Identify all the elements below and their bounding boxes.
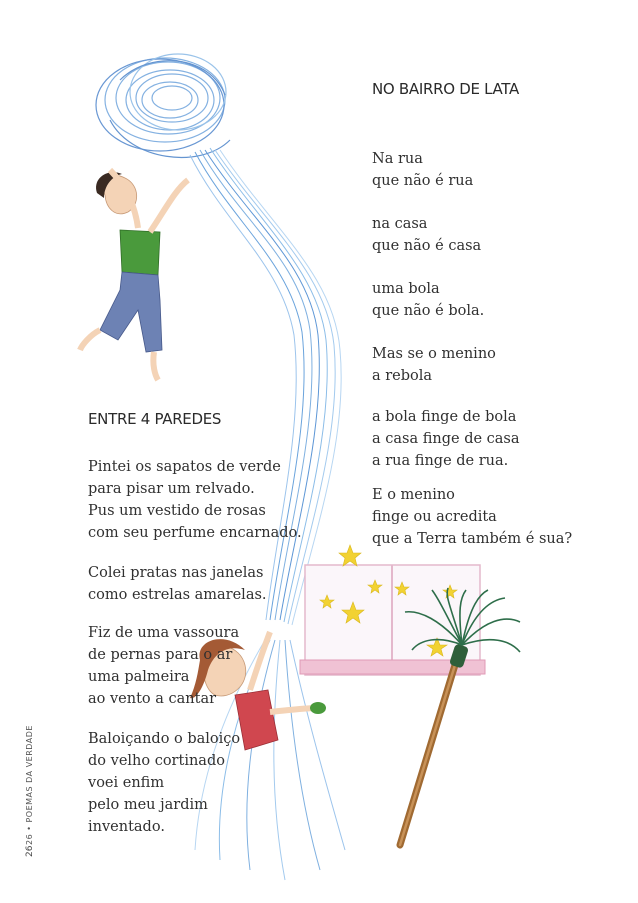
poem-title-left: ENTRE 4 PAREDES xyxy=(88,410,222,428)
stanza-right-4 xyxy=(372,343,496,387)
poem-line: Pintei os sapatos de verde xyxy=(88,459,281,475)
poem-line: do velho cortinado xyxy=(88,753,225,769)
poem-line: a bola finge de bola xyxy=(372,409,517,425)
poem-line: a rebola xyxy=(372,368,433,384)
stanza-right-6 xyxy=(372,484,572,550)
poem-line: na casa xyxy=(372,216,428,232)
poem-line: Colei pratas nas janelas xyxy=(88,565,264,581)
poem-line: inventado. xyxy=(88,819,165,835)
poem-line: que não é casa xyxy=(372,238,482,254)
curtain-swirl xyxy=(96,54,230,157)
poem-line: como estrelas amarelas. xyxy=(88,587,267,603)
boy-figure xyxy=(80,170,188,380)
poem-line: com seu perfume encarnado. xyxy=(88,525,302,541)
poem-line: voei enfim xyxy=(88,775,165,791)
star-icon xyxy=(339,545,361,566)
stanza-left-1 xyxy=(88,456,302,544)
poem-line: uma palmeira xyxy=(88,669,190,685)
poem-line: E o menino xyxy=(372,487,455,503)
poem-line: Baloiçando o baloiço xyxy=(88,731,241,747)
poem-title-right: NO BAIRRO DE LATA xyxy=(372,80,519,98)
poem-line: pelo meu jardim xyxy=(88,797,208,813)
poem-line: que a Terra também é sua? xyxy=(372,531,573,547)
poem-line: uma bola xyxy=(372,281,440,297)
poem-line: para pisar um relvado. xyxy=(88,481,255,497)
poem-line: Mas se o menino xyxy=(372,346,496,362)
stanza-left-3 xyxy=(88,622,239,710)
poem-line: que não é rua xyxy=(372,173,474,189)
stanza-right-3 xyxy=(372,278,484,322)
stanza-right-5 xyxy=(372,406,520,472)
poem-line: a rua finge de rua. xyxy=(372,453,509,469)
side-caption: 26 • POEMAS DA VERDADE xyxy=(25,725,34,845)
poem-line: finge ou acredita xyxy=(372,509,497,525)
stanza-left-2 xyxy=(88,562,267,606)
poem-line: de pernas para o ar xyxy=(88,647,233,663)
poem-line: Fiz de uma vassoura xyxy=(88,625,240,641)
stanza-right-1 xyxy=(372,148,473,192)
poem-line: Na rua xyxy=(372,151,423,167)
poem-line: que não é bola. xyxy=(372,303,485,319)
stanza-left-4 xyxy=(88,728,240,838)
poem-line: Pus um vestido de rosas xyxy=(88,503,266,519)
poem-line: a casa finge de casa xyxy=(372,431,520,447)
page-number: 26 xyxy=(25,845,35,857)
stanza-right-2 xyxy=(372,213,481,257)
poem-line: ao vento a cantar xyxy=(88,691,217,707)
